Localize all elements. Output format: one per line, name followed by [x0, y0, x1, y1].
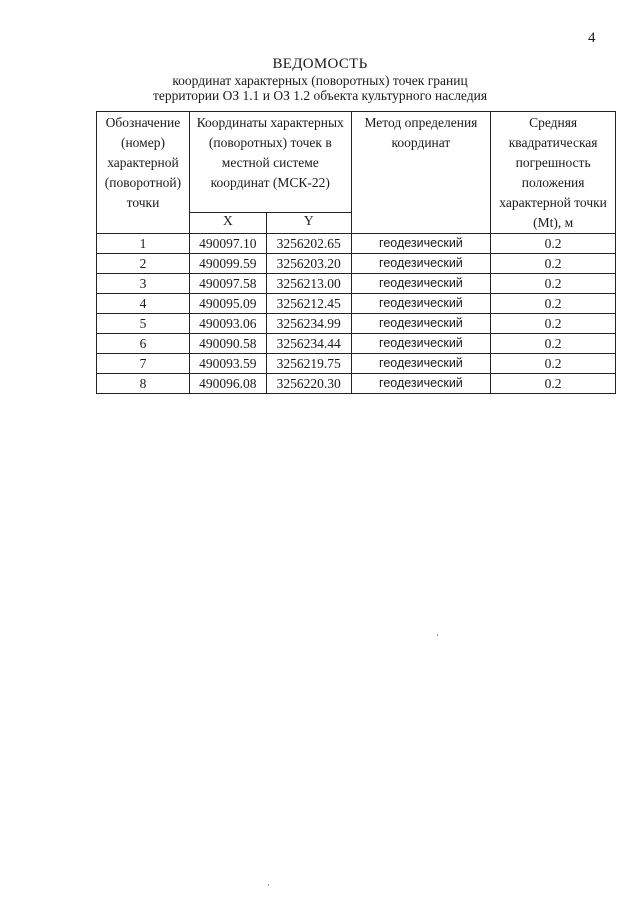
document-heading: [0, 56, 640, 103]
table-row: [97, 374, 616, 394]
cell-error: 0.2: [491, 254, 616, 274]
cell-x: 490093.06: [189, 314, 266, 334]
cell-x: 490097.58: [189, 274, 266, 294]
header-x: X: [189, 213, 266, 234]
header-y: Y: [266, 213, 351, 234]
cell-error: 0.2: [491, 354, 616, 374]
document-title: ВЕДОМОСТЬ: [272, 56, 368, 72]
cell-point-number: 6: [97, 334, 190, 354]
table-body: [97, 234, 616, 394]
cell-y: 3256202.65: [266, 234, 351, 254]
cell-x: 490096.08: [189, 374, 266, 394]
scan-speck: [268, 884, 269, 886]
cell-method: геодезический: [351, 274, 491, 294]
header-coordinates: Координаты характерных (поворотных) точек в местной системе координат (МСК-22): [189, 112, 351, 213]
cell-error: 0.2: [491, 294, 616, 314]
cell-error: 0.2: [491, 334, 616, 354]
table-row: [97, 334, 616, 354]
table-row: [97, 314, 616, 334]
cell-x: 490093.59: [189, 354, 266, 374]
cell-y: 3256234.44: [266, 334, 351, 354]
cell-method: геодезический: [351, 234, 491, 254]
cell-point-number: 2: [97, 254, 190, 274]
cell-x: 490097.10: [189, 234, 266, 254]
cell-y: 3256219.75: [266, 354, 351, 374]
cell-error: 0.2: [491, 274, 616, 294]
cell-point-number: 3: [97, 274, 190, 294]
cell-point-number: 5: [97, 314, 190, 334]
cell-method: геодезический: [351, 374, 491, 394]
cell-point-number: 7: [97, 354, 190, 374]
cell-x: 490095.09: [189, 294, 266, 314]
cell-x: 490090.58: [189, 334, 266, 354]
cell-point-number: 4: [97, 294, 190, 314]
header-point-number: Обозначение (номер) характерной (поворотной) точки: [97, 112, 190, 234]
header-row: [97, 112, 616, 213]
cell-point-number: 1: [97, 234, 190, 254]
cell-y: 3256203.20: [266, 254, 351, 274]
cell-y: 3256213.00: [266, 274, 351, 294]
cell-y: 3256220.30: [266, 374, 351, 394]
page-number: 4: [588, 30, 596, 46]
cell-y: 3256212.45: [266, 294, 351, 314]
cell-method: геодезический: [351, 334, 491, 354]
table-row: [97, 254, 616, 274]
table-row: [97, 234, 616, 254]
cell-error: 0.2: [491, 234, 616, 254]
cell-y: 3256234.99: [266, 314, 351, 334]
header-error: Средняя квадратическая погрешность положения характерной точки (Mt), м: [491, 112, 616, 234]
cell-method: геодезический: [351, 294, 491, 314]
table-row: [97, 274, 616, 294]
cell-error: 0.2: [491, 374, 616, 394]
cell-method: геодезический: [351, 314, 491, 334]
document-subtitle-line-1: координат характерных (поворотных) точек границ: [172, 73, 468, 88]
table-row: [97, 294, 616, 314]
coordinates-table: [96, 111, 616, 394]
table-row: [97, 354, 616, 374]
header-method: Метод определения координат: [351, 112, 491, 234]
document-subtitle-line-2: территории ОЗ 1.1 и ОЗ 1.2 объекта культурного наследия: [152, 88, 488, 103]
cell-x: 490099.59: [189, 254, 266, 274]
table-header: [97, 112, 616, 234]
cell-error: 0.2: [491, 314, 616, 334]
scan-speck: [437, 634, 438, 636]
cell-method: геодезический: [351, 354, 491, 374]
cell-point-number: 8: [97, 374, 190, 394]
cell-method: геодезический: [351, 254, 491, 274]
